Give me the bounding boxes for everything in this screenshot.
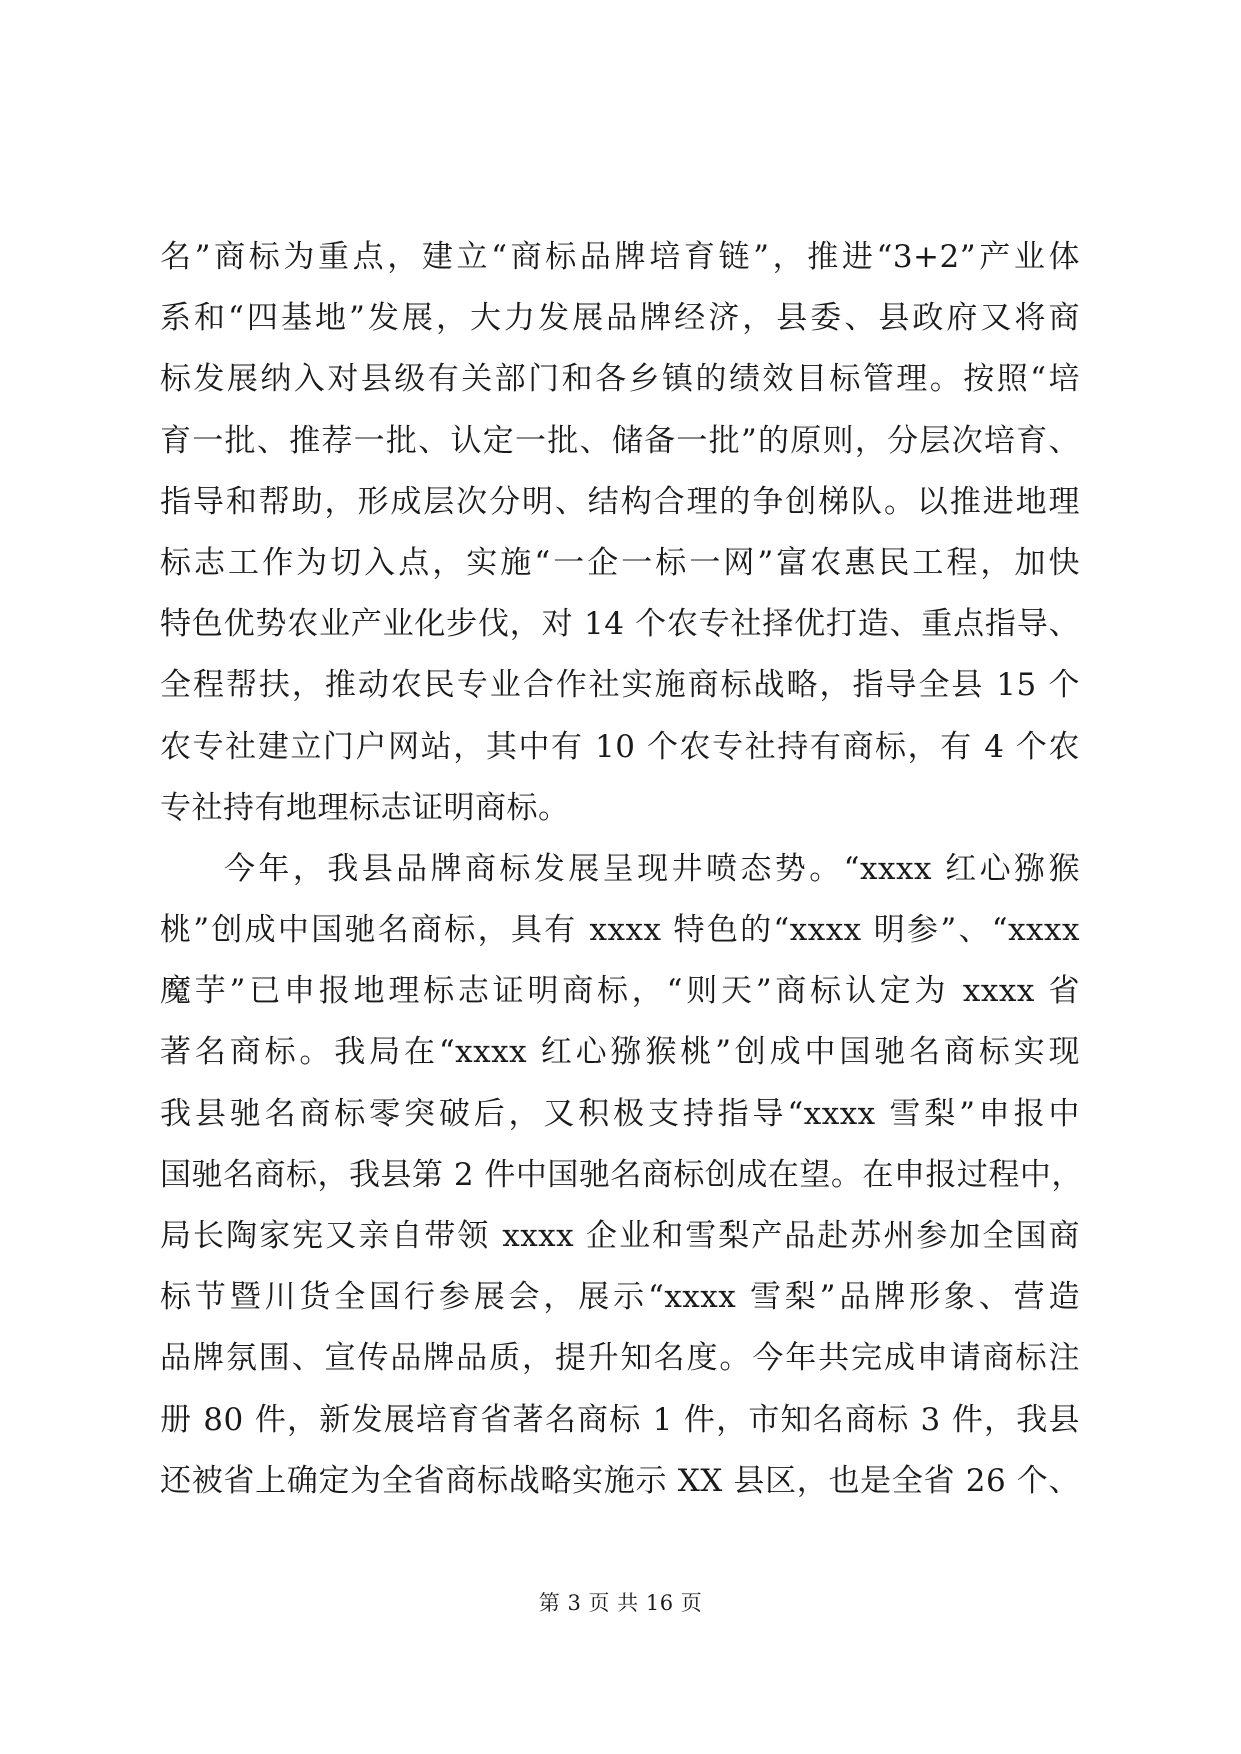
text-line: 标发展纳入对县级有关部门和各乡镇的绩效目标管理。按照“培 (160, 361, 1080, 398)
text-line: 标志工作为切入点，实施“一企一标一网”富农惠民工程，加快 (160, 544, 1080, 581)
text-line: 标节暨川货全国行参展会，展示“xxxx 雪梨”品牌形象、营造 (160, 1279, 1080, 1316)
paragraph-2 (160, 839, 1083, 1512)
text-line: 册 80 件，新发展培育省著名商标 1 件，市知名商标 3 件，我县 (160, 1401, 1080, 1438)
text-line: 全程帮扶，推动农民专业合作社实施商标战略，指导全县 15 个 (160, 667, 1080, 704)
text-line: 专社持有地理标志证明商标。 (160, 789, 570, 826)
text-line: 系和“四基地”发展，大力发展品牌经济，县委、县政府又将商 (160, 300, 1080, 337)
text-line: 品牌氛围、宣传品牌品质，提升知名度。今年共完成申请商标注 (160, 1340, 1080, 1377)
text-line: 著名商标。我局在“xxxx 红心猕猴桃”创成中国驰名商标实现 (160, 1034, 1080, 1071)
text-line: 国驰名商标，我县第 2 件中国驰名商标创成在望。在申报过程中， (160, 1156, 1083, 1193)
text-line: 局长陶家宪又亲自带领 xxxx 企业和雪梨产品赴苏州参加全国商 (160, 1218, 1080, 1254)
page-number-footer: 第 3 页 共 16 页 (538, 1591, 703, 1615)
text-line: 农专社建立门户网站，其中有 10 个农专社持有商标，有 4 个农 (160, 728, 1080, 765)
text-line: 今年，我县品牌商标发展呈现井喷态势。“xxxx 红心猕猴 (224, 850, 1080, 887)
text-line: 育一批、推荐一批、认定一批、储备一批”的原则，分层次培育、 (160, 422, 1080, 459)
text-line: 特色优势农业产业化步伐，对 14 个农专社择优打造、重点指导、 (160, 606, 1080, 643)
text-line: 还被省上确定为全省商标战略实施示 XX 县区，也是全省 26 个、 (160, 1462, 1080, 1499)
text-line: 我县驰名商标零突破后，又积极支持指导“xxxx 雪梨”申报中 (160, 1095, 1080, 1132)
text-line: 指导和帮助，形成层次分明、结构合理的争创梯队。以推进地理 (160, 483, 1080, 520)
text-line: 桃”创成中国驰名商标，具有 xxxx 特色的“xxxx 明参”、“xxxx (160, 912, 1080, 949)
text-line: 魔芋”已申报地理标志证明商标，“则天”商标认定为 xxxx 省 (160, 973, 1080, 1010)
paragraph-1 (160, 227, 1080, 839)
text-line: 名”商标为重点，建立“商标品牌培育链”，推进“3+2”产业体 (160, 239, 1080, 275)
document-body (160, 227, 1083, 1512)
